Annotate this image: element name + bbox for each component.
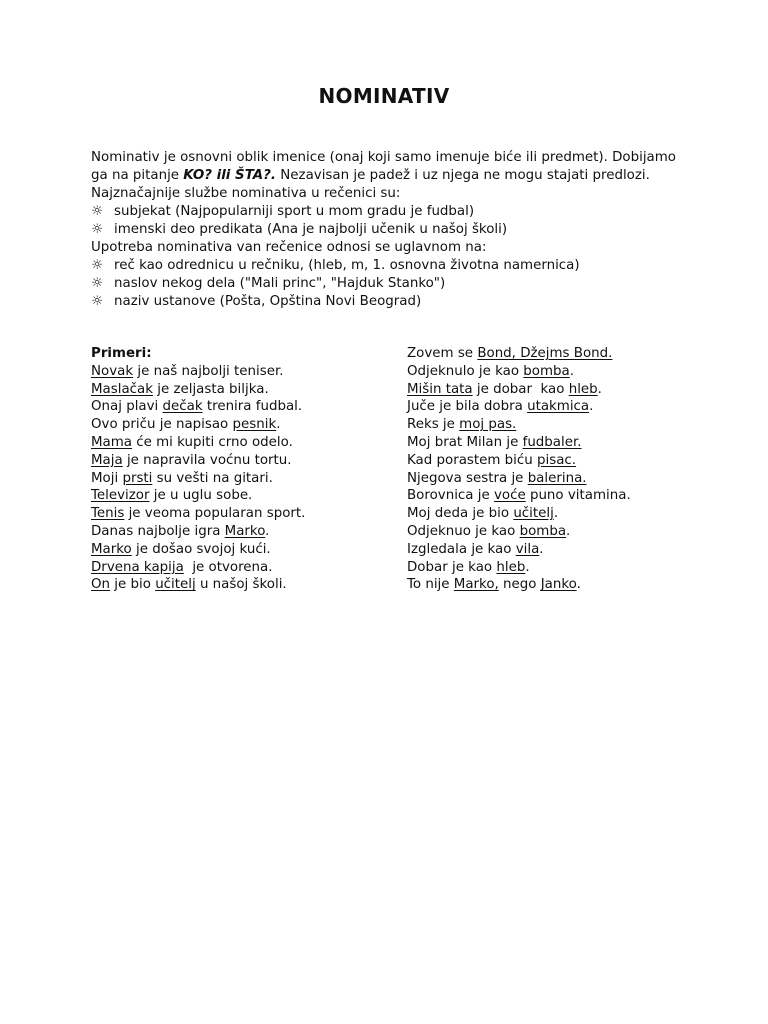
example-sentence bbox=[91, 541, 391, 559]
sentence-text: Zovem se bbox=[407, 346, 478, 361]
sentence-text: je naš najbolji teniser. bbox=[133, 363, 284, 379]
nominative-word: Maja bbox=[91, 452, 123, 468]
sentence-text: Danas najbolje igra bbox=[91, 523, 225, 539]
nominative-word: Mama bbox=[91, 434, 133, 450]
sun-bullet-icon: ☼ bbox=[91, 222, 104, 237]
sentence-text: je veoma popularan sport. bbox=[124, 506, 306, 522]
nominative-word: Janko bbox=[540, 577, 577, 593]
example-sentence bbox=[91, 487, 391, 505]
sentence-text: Moj brat Milan je bbox=[407, 434, 523, 450]
nominative-word: On bbox=[91, 577, 111, 593]
example-sentence bbox=[407, 523, 697, 541]
sentence-text: Reks je bbox=[407, 417, 460, 433]
sentence-text: je bio bbox=[110, 577, 156, 593]
example-sentence bbox=[91, 559, 391, 577]
sun-bullet-icon: ☼ bbox=[91, 276, 104, 291]
nominative-word: Mišin tata bbox=[407, 381, 473, 397]
intro-question: KO? ili ŠTA?. bbox=[183, 168, 277, 183]
example-sentence bbox=[91, 470, 391, 488]
nominative-word: prsti bbox=[122, 470, 153, 486]
example-sentence bbox=[91, 363, 391, 381]
sentence-text: je dobar kao bbox=[472, 381, 569, 397]
sentence-text: . bbox=[265, 523, 270, 539]
sentence-text: je otvorena. bbox=[183, 559, 273, 575]
intro-section bbox=[91, 149, 676, 311]
example-sentence bbox=[91, 505, 391, 523]
sentence-text: . bbox=[589, 399, 594, 415]
sentence-text: . bbox=[553, 506, 559, 522]
example-sentence bbox=[407, 363, 697, 381]
sentence-text: su vešti na gitari. bbox=[152, 470, 273, 486]
function-item-text: subjekat (Najpopularniji sport u mom gradu je fudbal) bbox=[114, 204, 475, 219]
functions-heading: Najznačajnije službe nominativa u rečenici su: bbox=[91, 186, 401, 201]
example-sentence bbox=[407, 416, 697, 434]
example-sentence bbox=[407, 576, 697, 594]
usage-item-text: naslov nekog dela ("Mali princ", "Hajduk Stanko") bbox=[114, 276, 446, 291]
sentence-text: . bbox=[566, 523, 571, 539]
nominative-word: Televizor bbox=[91, 488, 150, 504]
nominative-word: voće bbox=[493, 488, 526, 504]
example-sentence bbox=[91, 523, 391, 541]
nominative-word: Marko, bbox=[453, 577, 499, 593]
example-sentence bbox=[407, 381, 697, 399]
usage-item-text: reč kao odrednicu u rečniku, (hleb, m, 1. osnovna životna namernica) bbox=[114, 258, 580, 273]
sentence-text: Onaj plavi bbox=[91, 399, 163, 415]
example-sentence bbox=[407, 505, 697, 523]
nominative-word: bomba bbox=[523, 363, 570, 379]
sentence-text: u našoj školi. bbox=[195, 577, 287, 593]
sun-bullet-icon: ☼ bbox=[91, 204, 104, 219]
intro-text-a: Nominativ je osnovni oblik imenice (onaj koji samo imenuje biće ili predmet). Dobijamo ga na pitanje bbox=[91, 150, 676, 183]
sentence-text: Borovnica je bbox=[407, 488, 494, 504]
sentence-text: To nije bbox=[407, 577, 454, 593]
nominative-word: učitelj bbox=[155, 577, 196, 593]
sentence-text: će mi kupiti crno odelo. bbox=[132, 434, 293, 450]
example-sentence bbox=[407, 345, 697, 363]
intro-text-b: Nezavisan je padež i uz njega ne mogu stajati predlozi. bbox=[276, 168, 650, 183]
nominative-word: dečak bbox=[162, 399, 203, 415]
sentence-text: Ovo priču je napisao bbox=[91, 417, 233, 433]
example-sentence bbox=[407, 487, 697, 505]
sentence-text: nego bbox=[498, 577, 541, 593]
sentence-text: . bbox=[576, 577, 581, 593]
sentence-text: Izgledala je kao bbox=[407, 541, 516, 557]
sentence-text: . bbox=[525, 559, 530, 575]
examples-heading: Primeri: bbox=[91, 346, 152, 361]
sentence-text: . bbox=[276, 417, 281, 433]
function-item bbox=[91, 221, 676, 239]
example-sentence bbox=[407, 434, 697, 452]
page-title: NOMINATIV bbox=[318, 84, 450, 108]
example-sentence bbox=[91, 381, 391, 399]
nominative-word: učitelj bbox=[513, 506, 554, 522]
example-sentence bbox=[91, 434, 391, 452]
sentence-text: . bbox=[539, 541, 544, 557]
nominative-word: Marko bbox=[224, 523, 266, 539]
sentence-text: je došao svojoj kući. bbox=[131, 541, 271, 557]
nominative-word: balerina. bbox=[527, 470, 587, 486]
example-sentence bbox=[407, 398, 697, 416]
nominative-word: utakmica bbox=[527, 399, 590, 415]
sentence-text: . bbox=[597, 381, 602, 397]
sun-bullet-icon: ☼ bbox=[91, 294, 104, 309]
example-sentence bbox=[91, 398, 391, 416]
sentence-text: Odjeknuo je kao bbox=[407, 523, 520, 539]
usage-item bbox=[91, 275, 676, 293]
sentence-text: Kad porastem biću bbox=[407, 452, 538, 468]
nominative-word: pesnik bbox=[232, 417, 277, 433]
sentence-text: Dobar je kao bbox=[407, 559, 497, 575]
nominative-word: Drvena kapija bbox=[91, 559, 184, 575]
usage-heading: Upotreba nominativa van rečenice odnosi se uglavnom na: bbox=[91, 240, 487, 255]
example-sentence bbox=[407, 541, 697, 559]
nominative-word: hleb bbox=[496, 559, 526, 575]
function-item-text: imenski deo predikata (Ana je najbolji učenik u našoj školi) bbox=[114, 222, 508, 237]
sentence-text: Moji bbox=[91, 470, 123, 486]
sentence-text: trenira fudbal. bbox=[202, 399, 303, 415]
example-sentence bbox=[407, 559, 697, 577]
nominative-word: hleb bbox=[568, 381, 598, 397]
nominative-word: moj pas. bbox=[459, 417, 517, 433]
sentence-text: . bbox=[569, 363, 575, 379]
sentence-text: je u uglu sobe. bbox=[149, 488, 253, 504]
example-sentence bbox=[91, 452, 391, 470]
example-sentence bbox=[91, 576, 391, 594]
nominative-word: Marko bbox=[91, 541, 132, 557]
examples-left-column bbox=[91, 345, 391, 594]
sentence-text: Juče je bila dobra bbox=[407, 399, 528, 415]
function-item bbox=[91, 203, 676, 221]
nominative-word: bomba bbox=[519, 523, 567, 539]
nominative-word: Tenis bbox=[91, 506, 125, 522]
nominative-word: Novak bbox=[91, 363, 134, 379]
example-sentence bbox=[407, 452, 697, 470]
nominative-word: fudbaler. bbox=[522, 434, 582, 450]
sentence-text: Moj deda je bio bbox=[407, 506, 514, 522]
sentence-text: Njegova sestra je bbox=[407, 470, 528, 486]
intro-paragraph bbox=[91, 149, 676, 185]
nominative-word: pisac. bbox=[537, 452, 577, 468]
nominative-word: Bond, Džejms Bond. bbox=[477, 346, 613, 361]
usage-item-text: naziv ustanove (Pošta, Opština Novi Beograd) bbox=[114, 294, 422, 309]
usage-item bbox=[91, 293, 676, 311]
usage-item bbox=[91, 257, 676, 275]
nominative-word: Maslačak bbox=[91, 381, 153, 397]
sentence-text: je zeljasta biljka. bbox=[152, 381, 269, 397]
examples-right-column bbox=[407, 345, 697, 594]
sun-bullet-icon: ☼ bbox=[91, 258, 104, 273]
sentence-text: je napravila voćnu tortu. bbox=[122, 452, 292, 468]
example-sentence bbox=[407, 470, 697, 488]
example-sentence bbox=[91, 416, 391, 434]
nominative-word: vila bbox=[515, 541, 540, 557]
sentence-text: puno vitamina. bbox=[525, 488, 631, 504]
sentence-text: Odjeknulo je kao bbox=[407, 363, 524, 379]
